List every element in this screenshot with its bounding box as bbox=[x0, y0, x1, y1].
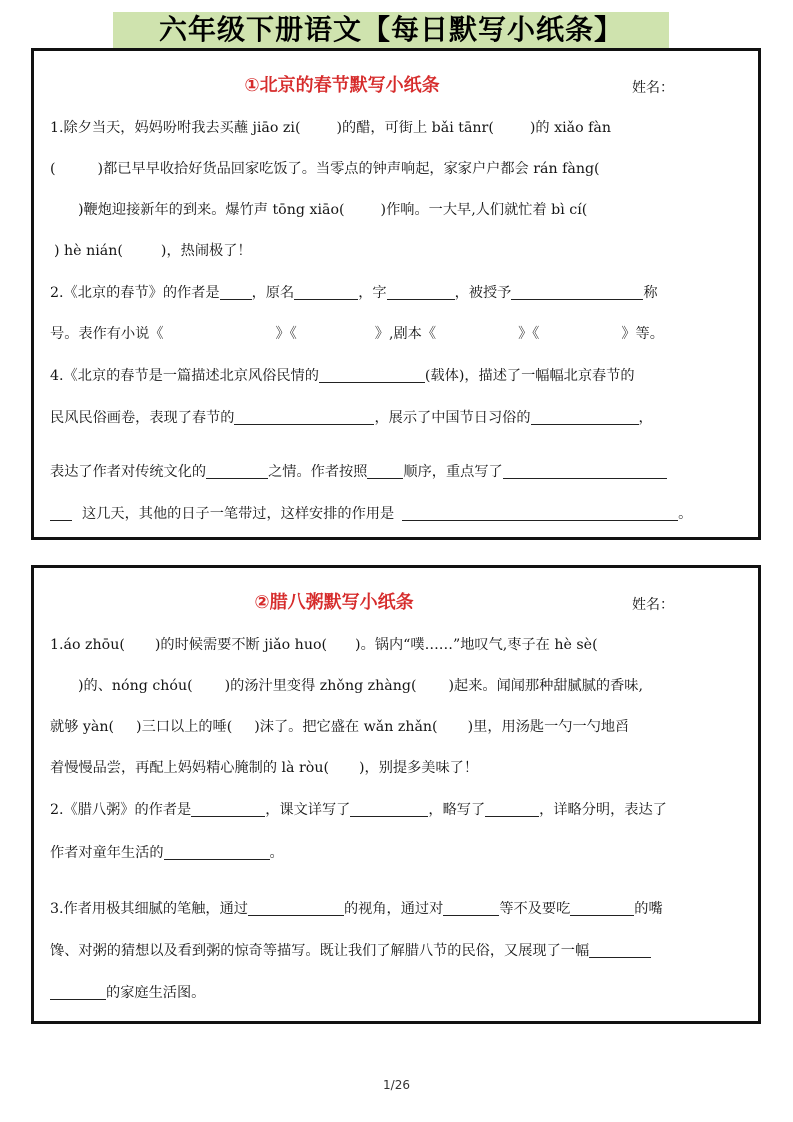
answer-blank[interactable] bbox=[589, 943, 651, 958]
answer-blank[interactable] bbox=[443, 901, 499, 916]
page-number: 1/26 bbox=[383, 1078, 410, 1092]
question-line: 1.áo zhōu( )的时候需要不断 jiǎo huo( )。锅内“噗……”地叹气,枣子在 hè sè( bbox=[50, 637, 598, 653]
name-field-label: 姓名： bbox=[632, 597, 674, 613]
answer-blank[interactable] bbox=[206, 464, 268, 479]
answer-blank[interactable] bbox=[531, 410, 639, 425]
question-line: 3.作者用极其细腻的笔触，通过 的视角，通过对 等不及要吃 的嘴 bbox=[50, 901, 663, 917]
answer-blank[interactable] bbox=[319, 368, 425, 383]
question-line: 作者对童年生活的 。 bbox=[50, 845, 284, 861]
answer-blank[interactable] bbox=[485, 802, 539, 817]
question-line: 的家庭生活图。 bbox=[50, 982, 750, 1002]
question-line: 民风民俗画卷，表现了春节的 ，展示了中国节日习俗的 ， bbox=[50, 410, 653, 426]
question-line: 这几天，其他的日子一笔带过，这样安排的作用是 。 bbox=[50, 503, 750, 523]
card-title: ①北京的春节默写小纸条 bbox=[244, 75, 440, 96]
answer-blank[interactable] bbox=[350, 802, 428, 817]
question-line: 就够 yàn( )三口以上的唾( )沫了。把它盛在 wǎn zhǎn( )里，用汤匙一勺一勺地舀 bbox=[50, 719, 630, 735]
question-line: 4.《北京的春节是一篇描述北京风俗民情的 (载体)，描述了一幅幅北京春节的 bbox=[50, 368, 635, 384]
answer-blank[interactable] bbox=[511, 285, 643, 300]
answer-blank[interactable] bbox=[234, 410, 374, 425]
name-field-label: 姓名： bbox=[632, 80, 674, 96]
answer-blank[interactable] bbox=[570, 901, 634, 916]
answer-blank[interactable] bbox=[402, 506, 678, 521]
question-line: 着慢慢品尝，再配上妈妈精心腌制的 là ròu( )，别提多美味了！ bbox=[50, 760, 479, 776]
question-line: 1.除夕当天，妈妈吩咐我去买蘸 jiāo zi( )的醋，可街上 bǎi tānr( )的 xiǎo fàn bbox=[50, 120, 611, 136]
dictation-card-beijing-spring-festival bbox=[31, 48, 761, 540]
card-title: ②腊八粥默写小纸条 bbox=[254, 592, 414, 613]
answer-blank[interactable] bbox=[387, 285, 455, 300]
question-line: )鞭炮迎接新年的到来。爆竹声 tōng xiāo( )作响。一大早,人们就忙着 bì cí( bbox=[78, 202, 588, 218]
answer-blank[interactable] bbox=[248, 901, 344, 916]
answer-blank[interactable] bbox=[164, 845, 270, 860]
answer-blank[interactable] bbox=[50, 506, 72, 521]
question-line: )的、nóng chóu( )的汤汁里变得 zhǒng zhàng( )起来。闻闻那种甜腻腻的香味, bbox=[78, 678, 643, 694]
question-line: 2.《北京的春节》的作者是 ，原名 ，字 ，被授予 称 bbox=[50, 285, 658, 301]
question-line: 馋、对粥的猜想以及看到粥的惊奇等描写。既让我们了解腊八节的民俗，又展现了一幅 bbox=[50, 940, 750, 960]
answer-blank[interactable] bbox=[50, 985, 106, 1000]
answer-blank[interactable] bbox=[503, 464, 667, 479]
dictation-card-laba-porridge bbox=[31, 565, 761, 1024]
question-line: 2.《腊八粥》的作者是 ，课文详写了 ，略写了 ，详略分明，表达了 bbox=[50, 802, 667, 818]
question-line: 表达了作者对传统文化的 之情。作者按照 顺序，重点写了 bbox=[50, 461, 750, 481]
page-banner-title: 六年级下册语文【每日默写小纸条】 bbox=[113, 12, 669, 48]
question-line: 号。表作有小说《 》《 》,剧本《 》《 》等。 bbox=[50, 326, 664, 342]
question-line: ( )都已早早收拾好货品回家吃饭了。当零点的钟声响起，家家户户都会 rán fàng( bbox=[50, 161, 600, 177]
question-line: ) hè nián( )，热闹极了！ bbox=[54, 243, 252, 259]
answer-blank[interactable] bbox=[294, 285, 358, 300]
answer-blank[interactable] bbox=[367, 464, 403, 479]
answer-blank[interactable] bbox=[191, 802, 265, 817]
answer-blank[interactable] bbox=[220, 285, 252, 300]
